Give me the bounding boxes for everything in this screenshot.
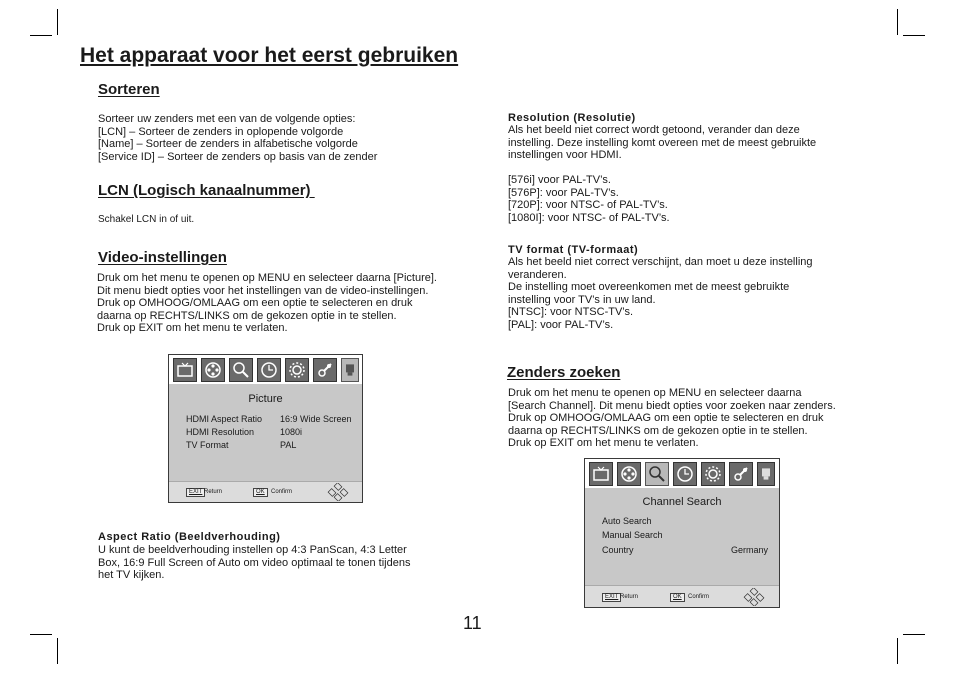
text-line: Druk op EXIT om het menu te verlaten. bbox=[508, 437, 699, 449]
text-line: Druk om het menu te openen op MENU en selecteer daarna [Picture]. bbox=[97, 272, 437, 284]
direction-keys-icon bbox=[327, 483, 349, 501]
clock-icon bbox=[673, 462, 697, 486]
crop-mark bbox=[897, 638, 898, 664]
text-line: Box, 16:9 Full Screen of Auto om video optimaal te tonen tijdens bbox=[98, 556, 411, 569]
text-line: instellingen voor HDMI. bbox=[508, 149, 622, 161]
usb-drive-icon bbox=[341, 358, 359, 382]
tools-icon bbox=[729, 462, 753, 486]
text-line: Als het beeld niet correct wordt getoond, verander dan deze bbox=[508, 124, 800, 136]
channel-search-menu-screenshot bbox=[584, 458, 780, 608]
text-line: [576i] voor PAL-TV’s. bbox=[508, 174, 611, 186]
aspect-text bbox=[98, 544, 410, 582]
section-heading-lcn: LCN (Logisch kanaalnummer) bbox=[98, 182, 315, 199]
exit-key-label: Return bbox=[620, 594, 639, 600]
menu-icon-bar bbox=[585, 459, 779, 488]
crop-mark bbox=[903, 35, 925, 36]
menu-icon-bar bbox=[169, 355, 362, 384]
menu-row-label: HDMI Aspect Ratio bbox=[186, 414, 263, 424]
text-line: het TV kijken. bbox=[98, 569, 165, 581]
ok-key-label: Confirm bbox=[271, 489, 293, 495]
menu-row-label: Manual Search bbox=[602, 530, 663, 540]
crop-mark bbox=[30, 634, 52, 635]
menu-row-value: 1080i bbox=[280, 427, 303, 437]
magnifier-icon bbox=[229, 358, 253, 382]
text-line: instelling. Deze instelling komt overeen met de meest gebruikte bbox=[508, 136, 817, 149]
section-heading-resolution: Resolution (Resolutie) bbox=[508, 112, 636, 124]
text-line: Druk op EXIT om het menu te verlaten. bbox=[97, 322, 288, 334]
film-reel-icon bbox=[201, 358, 225, 382]
section-heading-tvformat: TV format (TV-formaat) bbox=[508, 244, 639, 256]
gear-icon bbox=[285, 358, 309, 382]
text-line: Druk op OMHOOG/OMLAAG om een optie te selecteren en druk bbox=[97, 297, 413, 309]
text-line: [LCN] – Sorteer de zenders in oplopende volgorde bbox=[98, 125, 344, 138]
menu-row-value: PAL bbox=[280, 440, 297, 450]
video-text bbox=[97, 272, 437, 335]
crop-mark bbox=[903, 634, 925, 635]
text-line: U kunt de beeldverhouding instellen op 4:3 PanScan, 4:3 Letter bbox=[98, 544, 407, 556]
text-line bbox=[508, 162, 816, 175]
picture-menu-screenshot bbox=[168, 354, 363, 503]
menu-content bbox=[169, 384, 362, 482]
usb-drive-icon bbox=[757, 462, 775, 486]
menu-row-value: 16:9 Wide Screen bbox=[280, 414, 352, 424]
section-heading-video: Video-instellingen bbox=[98, 249, 227, 266]
text-line: [Search Channel]. Dit menu biedt opties voor zoeken naar zenders. bbox=[508, 399, 836, 412]
menu-row-value: Germany bbox=[730, 545, 768, 555]
tv-icon bbox=[173, 358, 197, 382]
text-line: Druk op OMHOOG/OMLAAG om een optie te selecteren en druk bbox=[508, 412, 824, 424]
tv-icon bbox=[589, 462, 613, 486]
text-line: veranderen. bbox=[508, 268, 567, 281]
film-reel-icon bbox=[617, 462, 641, 486]
crop-mark bbox=[57, 638, 58, 664]
gear-icon bbox=[701, 462, 725, 486]
crop-mark bbox=[30, 35, 52, 36]
sorteren-text bbox=[98, 113, 377, 163]
text-line: De instelling moet overeenkomen met de meest gebruikte bbox=[508, 281, 790, 293]
menu-footer bbox=[585, 585, 779, 607]
tvformat-text bbox=[508, 256, 813, 331]
page-number: 11 bbox=[463, 613, 482, 633]
exit-key-label: Return bbox=[204, 489, 223, 495]
text-line: [Name] – Sorteer de zenders in alfabetische volgorde bbox=[98, 138, 358, 150]
clock-icon bbox=[257, 358, 281, 382]
ok-key: OK bbox=[670, 593, 685, 602]
magnifier-icon bbox=[645, 462, 669, 486]
text-line: [720P]: voor NTSC- of PAL-TV’s. bbox=[508, 199, 668, 211]
menu-title: Channel Search bbox=[642, 496, 722, 508]
text-line: Als het beeld niet correct verschijnt, dan moet u deze instelling bbox=[508, 256, 813, 268]
menu-title: Picture bbox=[248, 393, 283, 405]
exit-key: EXIT bbox=[602, 593, 621, 602]
ok-key-label: Confirm bbox=[688, 594, 710, 600]
section-heading-zenders: Zenders zoeken bbox=[507, 364, 621, 381]
ok-key: OK bbox=[253, 488, 268, 497]
zenders-text bbox=[508, 387, 836, 450]
menu-row-label: Country bbox=[602, 545, 634, 555]
direction-keys-icon bbox=[743, 588, 765, 606]
menu-row-label: TV Format bbox=[186, 440, 229, 450]
crop-mark bbox=[897, 9, 898, 35]
resolution-text bbox=[508, 124, 816, 224]
menu-footer bbox=[169, 481, 362, 502]
text-line: [1080I]: voor NTSC- of PAL-TV’s. bbox=[508, 211, 670, 224]
crop-mark bbox=[57, 9, 58, 35]
text-line: [PAL]: voor PAL-TV’s. bbox=[508, 318, 614, 331]
exit-key: EXIT bbox=[186, 488, 205, 497]
text-line: instelling voor TV’s in uw land. bbox=[508, 293, 656, 306]
section-heading-aspect: Aspect Ratio (Beeldverhouding) bbox=[98, 531, 281, 543]
text-line: [Service ID] – Sorteer de zenders op basis van de zender bbox=[98, 150, 378, 163]
page-title: Het apparaat voor het eerst gebruiken bbox=[80, 44, 459, 67]
text-line: Dit menu biedt opties voor het instellingen van de video-instellingen. bbox=[97, 284, 429, 297]
lcn-text: Schakel LCN in of uit. bbox=[98, 214, 195, 225]
tools-icon bbox=[313, 358, 337, 382]
text-line: daarna op RECHTS/LINKS om de gekozen optie in te stellen. bbox=[97, 309, 397, 322]
menu-row-label: HDMI Resolution bbox=[186, 427, 255, 437]
menu-content bbox=[585, 488, 779, 586]
text-line: Sorteer uw zenders met een van de volgende opties: bbox=[98, 113, 356, 125]
text-line: Druk om het menu te openen op MENU en selecteer daarna bbox=[508, 387, 802, 399]
menu-row-label: Auto Search bbox=[602, 516, 652, 526]
text-line: [576P]: voor PAL-TV’s. bbox=[508, 186, 619, 199]
text-line: [NTSC]: voor NTSC-TV’s. bbox=[508, 306, 634, 318]
section-heading-sorteren: Sorteren bbox=[98, 81, 160, 98]
text-line: daarna op RECHTS/LINKS om de gekozen optie in te stellen. bbox=[508, 424, 808, 437]
